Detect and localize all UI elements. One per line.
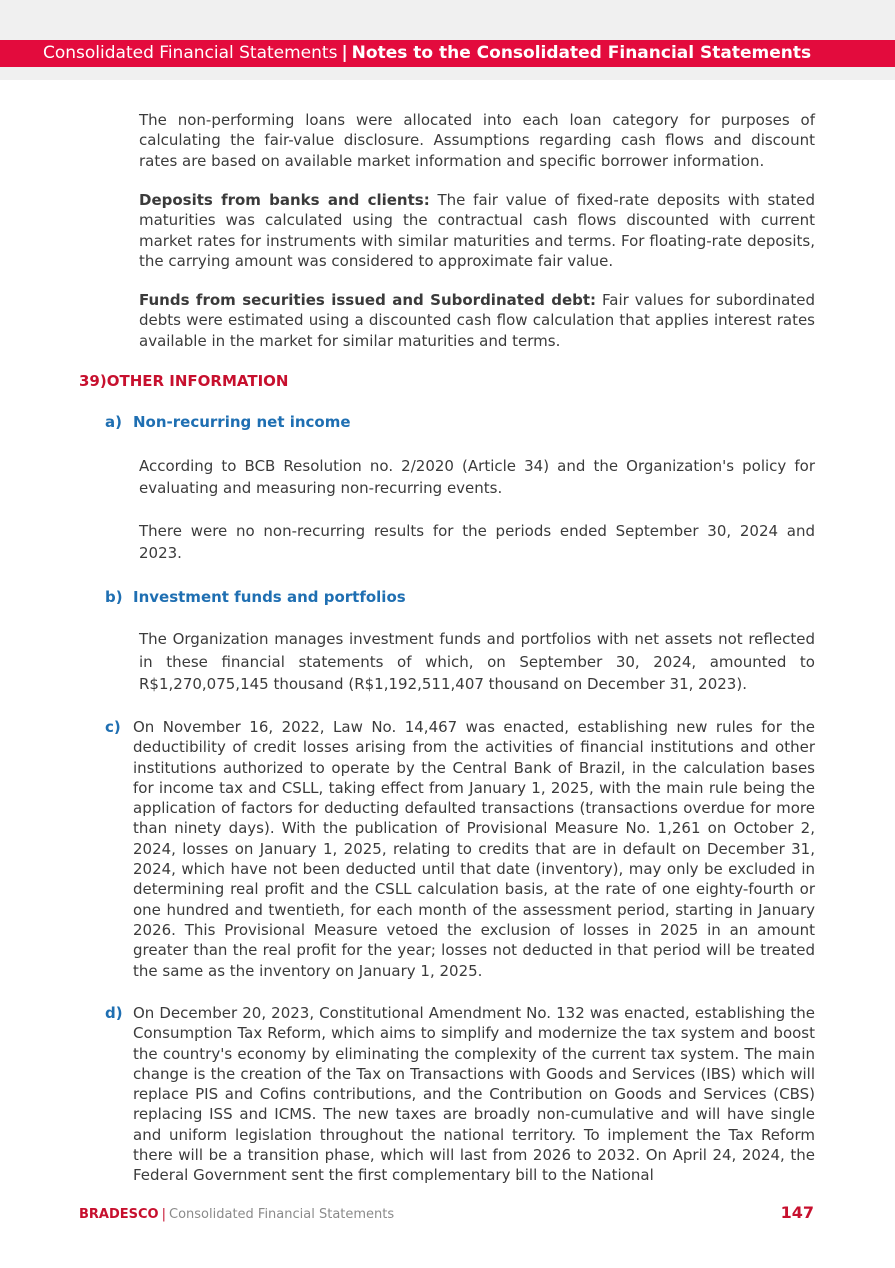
deposits-paragraph xyxy=(139,190,815,271)
deposits-label: Deposits from banks and clients: xyxy=(139,191,430,209)
subsection-b-letter: b) xyxy=(105,588,123,606)
item-d-paragraph: On December 20, 2023, Constitutional Amendment No. 132 was enacted, establishing the Consumption Tax Reform, which aims to simplify and modernize the tax system and boost the country's economy by eliminating the complexity of the current tax system. The main change is the creation of the Tax on Transactions with Goods and Services (IBS) which will replace PIS and Cofins contributions, and the Contribution on Goods and Services (CBS) replacing ISS and ICMS. The new taxes are broadly non-cumulative and will have single and uniform legislation throughout the national territory. To implement the Tax Reform there will be a transition phase, which will last from 2026 to 2032. On April 24, 2024, the Federal Government sent the first complementary bill to the National xyxy=(133,1004,815,1185)
header-separator: | xyxy=(341,43,348,63)
item-c-paragraph: On November 16, 2022, Law No. 14,467 was enacted, establishing new rules for the deductibility of credit losses arising from the activities of financial institutions and other institutions authorized to operate by the Central Bank of Brazil, in the calculation bases for income tax and CSLL, taking effect from January 1, 2025, with the main rule being the application of factors for deducting defaulted transactions (transactions overdue for more than ninety days). With the publication of Provisional Measure No. 1,261 on October 2, 2024, losses on January 1, 2025, relating to credits that are in default on December 31, 2024, which have not been deducted until that date (inventory), may only be excluded in determining real profit and the CSLL calculation basis, at the rate of one eighty-fourth or one hundred and twentieth, for each month of the assessment period, starting in January 2026. This Provisional Measure vetoed the exclusion of losses in 2025 in an amount greater than the real profit for the year; losses not deducted in that period will be treated the same as the inventory on January 1, 2025. xyxy=(133,718,815,980)
page-header xyxy=(0,40,895,67)
subsection-a-paragraph-1: According to BCB Resolution no. 2/2020 (Article 34) and the Organization's policy for evaluating and measuring non-recurring events. xyxy=(139,457,815,497)
page-footer xyxy=(79,1206,394,1224)
section-39-heading: 39)OTHER INFORMATION xyxy=(79,372,289,390)
footer-title: Consolidated Financial Statements xyxy=(169,1207,395,1222)
deposits-text: The fair value of fixed-rate deposits with stated maturities was calculated using the contractual cash flows discounted with current market rates for instruments with similar maturities and terms. For floating-rate deposits, the carrying amount was considered to approximate fair value. xyxy=(139,191,816,270)
item-c-letter: c) xyxy=(105,718,121,736)
header-section-title: Consolidated Financial Statements xyxy=(43,43,338,63)
subsection-a-paragraph-2: There were no non-recurring results for the periods ended September 30, 2024 and 2023. xyxy=(139,522,815,562)
subsection-b-paragraph-1: The Organization manages investment funds and portfolios with net assets not reflected in these financial statements of which, on September 30, 2024, amounted to R$1,270,075,145 thousand (R$1,192,511,407 thousand on December 31, 2023). xyxy=(139,630,815,694)
header-subsection-title: Notes to the Consolidated Financial Statements xyxy=(351,43,812,63)
page-number: 147 xyxy=(780,1203,814,1222)
subsection-b-title: Investment funds and portfolios xyxy=(133,588,406,606)
subsection-a-letter: a) xyxy=(105,413,122,431)
subsection-a-title: Non-recurring net income xyxy=(133,413,351,431)
funds-text: Fair values for subordinated debts were estimated using a discounted cash flow calculation that applies interest rates available in the market for similar maturities and terms. xyxy=(139,291,815,350)
item-d-letter: d) xyxy=(105,1004,123,1022)
funds-paragraph xyxy=(139,290,815,351)
footer-brand: BRADESCO xyxy=(79,1207,159,1222)
funds-label: Funds from securities issued and Subordinated debt: xyxy=(139,291,597,309)
npl-paragraph: The non-performing loans were allocated into each loan category for purposes of calculating the fair-value disclosure. Assumptions regarding cash flows and discount rates are based on available market information and specific borrower information. xyxy=(139,111,815,170)
subsection-a-heading xyxy=(105,412,351,432)
footer-separator: | xyxy=(161,1207,166,1222)
subsection-b-heading xyxy=(105,587,406,607)
